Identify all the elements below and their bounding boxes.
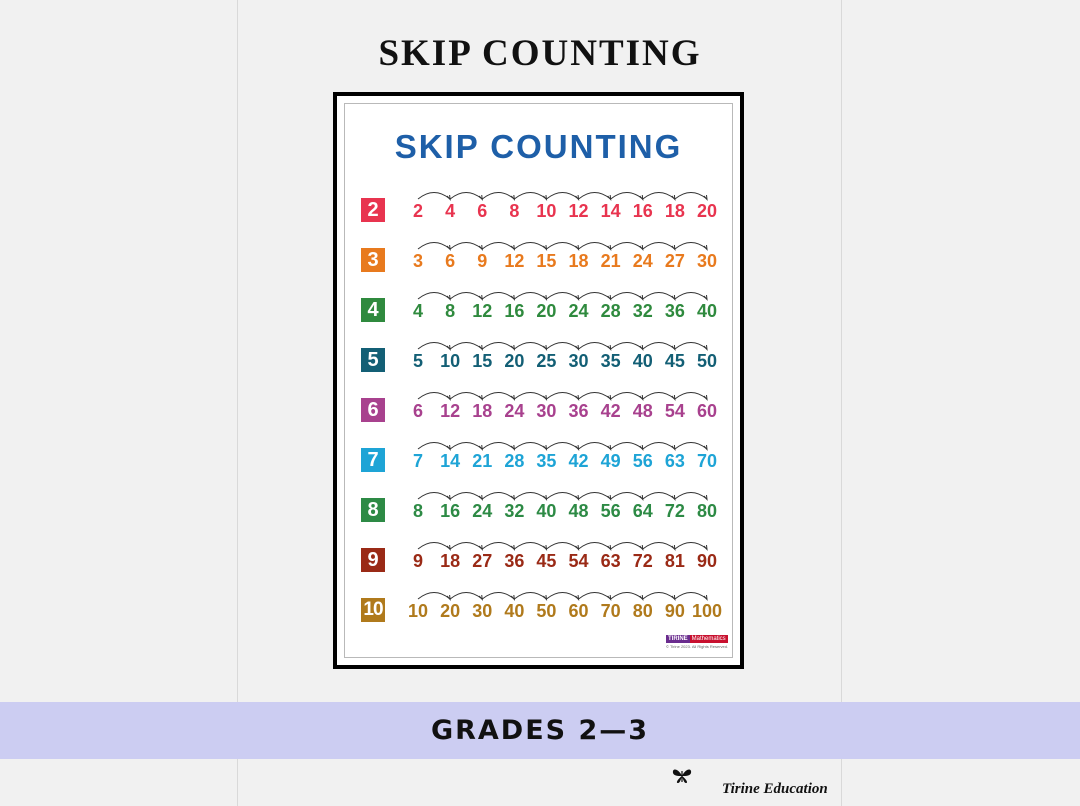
multiple-number: 32 <box>632 301 653 321</box>
jump-arc <box>643 493 675 500</box>
jump-arc <box>546 343 578 350</box>
jump-arrowhead <box>672 345 675 350</box>
factor-badge: 2 <box>361 198 385 222</box>
jump-arrowhead <box>511 495 514 500</box>
jump-arc <box>643 243 675 250</box>
jump-arc <box>514 343 546 350</box>
jump-arc <box>450 193 482 200</box>
jump-arc <box>514 543 546 550</box>
factor-badge: 6 <box>361 398 385 422</box>
jump-arrowhead <box>704 595 707 600</box>
jump-arc <box>482 443 514 450</box>
multiple-number: 49 <box>600 451 621 471</box>
factor-badge: 9 <box>361 548 385 572</box>
multiple-number: 18 <box>568 251 589 271</box>
multiple-number: 30 <box>536 401 557 421</box>
jump-arc <box>418 593 450 600</box>
jump-arrowhead <box>640 295 643 300</box>
jump-arrowhead <box>672 395 675 400</box>
jump-arc <box>482 393 514 400</box>
multiple-number: 63 <box>600 551 621 571</box>
poster-inner-frame <box>344 103 733 658</box>
multiple-number: 15 <box>536 251 557 271</box>
multiple-number: 12 <box>440 401 461 421</box>
multiple-number: 18 <box>472 401 493 421</box>
jump-arc <box>546 543 578 550</box>
jump-arc <box>450 593 482 600</box>
multiple-number: 30 <box>568 351 589 371</box>
jump-arc <box>579 443 611 450</box>
jump-arrowhead <box>640 345 643 350</box>
jump-arrowhead <box>576 395 579 400</box>
multiple-number: 42 <box>568 451 589 471</box>
jump-arrowhead <box>608 295 611 300</box>
jump-arrowhead <box>608 595 611 600</box>
jump-arc <box>450 393 482 400</box>
skip-row-2 <box>361 184 741 224</box>
multiple-number: 90 <box>696 551 718 571</box>
multiple-number: 36 <box>568 401 589 421</box>
jump-arc <box>546 493 578 500</box>
multiple-number: 28 <box>600 301 621 321</box>
jump-arrowhead <box>576 245 579 250</box>
jump-arrowhead <box>447 195 450 200</box>
multiple-number: 10 <box>440 351 461 371</box>
jump-arc <box>482 193 514 200</box>
jump-arc <box>514 493 546 500</box>
multiple-number: 20 <box>440 601 461 621</box>
butterfly-icon <box>672 767 692 785</box>
multiple-number: 20 <box>504 351 525 371</box>
jump-arrowhead <box>672 195 675 200</box>
multiple-number: 36 <box>664 301 685 321</box>
multiple-number: 20 <box>536 301 557 321</box>
multiple-number: 42 <box>600 401 621 421</box>
jump-arrowhead <box>511 395 514 400</box>
multiple-number: 60 <box>568 601 589 621</box>
jump-arrowhead <box>479 445 482 450</box>
multiple-number: 50 <box>536 601 557 621</box>
jump-arrowhead <box>608 545 611 550</box>
jump-arrowhead <box>543 395 546 400</box>
multiple-number: 28 <box>504 451 525 471</box>
jump-arc <box>579 543 611 550</box>
multiple-number: 36 <box>504 551 525 571</box>
jump-arrowhead <box>447 245 450 250</box>
poster-brand <box>666 635 729 649</box>
right-guide-line <box>841 0 842 806</box>
multiple-number: 6 <box>477 201 488 221</box>
multiple-number: 24 <box>472 501 493 521</box>
multiple-number: 64 <box>632 501 653 521</box>
jump-arc <box>611 193 643 200</box>
multiple-number: 72 <box>632 551 653 571</box>
multiple-number: 24 <box>568 301 589 321</box>
jump-arc <box>611 343 643 350</box>
jump-arrowhead <box>479 195 482 200</box>
jump-arc <box>611 443 643 450</box>
multiple-number: 2 <box>412 201 424 221</box>
jump-arrowhead <box>704 195 707 200</box>
jump-arc <box>675 543 707 550</box>
jump-arc <box>643 193 675 200</box>
jump-arc <box>675 293 707 300</box>
jump-arc <box>418 243 450 250</box>
jump-arrowhead <box>543 445 546 450</box>
jump-arc <box>514 243 546 250</box>
multiple-number: 72 <box>664 501 685 521</box>
jump-arrowhead <box>543 595 546 600</box>
jump-arrowhead <box>576 345 579 350</box>
multiple-number: 16 <box>632 201 653 221</box>
brand-copyright: © Tirine 2023. All Rights Reserved. <box>666 644 729 649</box>
jump-arc <box>675 393 707 400</box>
jump-arrowhead <box>543 245 546 250</box>
multiple-number: 60 <box>696 401 718 421</box>
multiple-number: 45 <box>664 351 685 371</box>
multiple-number: 48 <box>632 401 653 421</box>
jump-arc <box>546 443 578 450</box>
multiple-number: 27 <box>664 251 685 271</box>
jump-arrowhead <box>576 445 579 450</box>
jump-arrowhead <box>543 295 546 300</box>
jump-arrowhead <box>608 495 611 500</box>
jump-arrowhead <box>511 345 514 350</box>
jump-arrowhead <box>479 545 482 550</box>
jump-arc <box>482 243 514 250</box>
jump-arc <box>450 543 482 550</box>
jump-arc <box>579 343 611 350</box>
jump-arrowhead <box>704 445 707 450</box>
jump-arc <box>675 593 707 600</box>
skip-row-8 <box>361 484 741 524</box>
multiple-number: 40 <box>696 301 718 321</box>
multiple-number: 56 <box>600 501 621 521</box>
multiple-number: 54 <box>568 551 589 571</box>
multiple-number: 56 <box>632 451 653 471</box>
jump-arc <box>611 243 643 250</box>
jump-arc <box>482 543 514 550</box>
jump-arc <box>482 493 514 500</box>
factor-badge: 8 <box>361 498 385 522</box>
factor-badge: 4 <box>361 298 385 322</box>
jump-arrowhead <box>608 345 611 350</box>
jump-arc <box>514 393 546 400</box>
jump-arrowhead <box>447 295 450 300</box>
brand-name: TIRINE <box>668 636 688 642</box>
multiple-number: 70 <box>696 451 718 471</box>
left-guide-line <box>237 0 238 806</box>
jump-arc <box>643 343 675 350</box>
jump-arrowhead <box>479 295 482 300</box>
jump-arc <box>546 293 578 300</box>
jump-arc <box>579 243 611 250</box>
jump-arc <box>611 293 643 300</box>
jump-arrowhead <box>479 395 482 400</box>
jump-arrowhead <box>672 545 675 550</box>
jump-arc <box>450 243 482 250</box>
jump-arc <box>643 543 675 550</box>
skip-row-10 <box>361 584 741 624</box>
jump-arrowhead <box>640 245 643 250</box>
multiple-number: 14 <box>440 451 461 471</box>
multiple-number: 21 <box>472 451 493 471</box>
jump-arrowhead <box>576 545 579 550</box>
jump-arrowhead <box>640 395 643 400</box>
skip-row-7 <box>361 434 741 474</box>
jump-arc <box>514 443 546 450</box>
factor-badge: 5 <box>361 348 385 372</box>
jump-arc <box>611 543 643 550</box>
multiple-number: 35 <box>536 451 557 471</box>
jump-arc <box>643 293 675 300</box>
jump-arrowhead <box>543 545 546 550</box>
multiple-number: 90 <box>664 601 685 621</box>
jump-arc <box>450 343 482 350</box>
jump-arc <box>418 343 450 350</box>
jump-arrowhead <box>543 495 546 500</box>
jump-arc <box>579 593 611 600</box>
jump-arc <box>643 393 675 400</box>
jump-arc <box>450 493 482 500</box>
multiple-number: 15 <box>472 351 493 371</box>
jump-arrowhead <box>447 545 450 550</box>
jump-arrowhead <box>704 545 707 550</box>
multiple-number: 80 <box>632 601 653 621</box>
jump-arc <box>418 493 450 500</box>
jump-arrowhead <box>640 445 643 450</box>
jump-arc <box>675 343 707 350</box>
jump-arrowhead <box>576 195 579 200</box>
jump-arrowhead <box>511 545 514 550</box>
multiple-number: 30 <box>696 251 718 271</box>
multiple-number: 14 <box>600 201 621 221</box>
jump-arrowhead <box>543 195 546 200</box>
factor-badge: 7 <box>361 448 385 472</box>
jump-arrowhead <box>447 345 450 350</box>
jump-arrowhead <box>608 395 611 400</box>
page-title: SKIP COUNTING <box>378 33 702 74</box>
skip-counting-poster <box>333 92 744 669</box>
jump-arc <box>514 593 546 600</box>
jump-arrowhead <box>608 245 611 250</box>
multiple-number: 20 <box>696 201 718 221</box>
multiple-number: 54 <box>664 401 685 421</box>
jump-arc <box>418 393 450 400</box>
multiple-number: 16 <box>504 301 525 321</box>
multiple-number: 24 <box>504 401 525 421</box>
grade-label: GRADES 2—3 <box>430 715 650 746</box>
jump-arrowhead <box>640 195 643 200</box>
jump-arrowhead <box>511 295 514 300</box>
jump-arrowhead <box>704 345 707 350</box>
multiple-number: 40 <box>536 501 557 521</box>
jump-arc <box>546 393 578 400</box>
brand-subject: Mathematics <box>691 636 726 642</box>
multiple-number: 80 <box>696 501 718 521</box>
multiple-number: 25 <box>536 351 557 371</box>
jump-arc <box>675 243 707 250</box>
multiple-number: 6 <box>445 251 456 271</box>
jump-arrowhead <box>479 595 482 600</box>
jump-arc <box>611 593 643 600</box>
multiple-number: 21 <box>600 251 621 271</box>
multiple-number: 16 <box>440 501 461 521</box>
jump-arrowhead <box>640 595 643 600</box>
jump-arrowhead <box>704 295 707 300</box>
multiple-number: 32 <box>504 501 525 521</box>
jump-arrowhead <box>672 295 675 300</box>
multiple-number: 27 <box>472 551 493 571</box>
jump-arrowhead <box>672 245 675 250</box>
skip-row-9 <box>361 534 741 574</box>
factor-badge: 10 <box>361 598 385 622</box>
jump-arrowhead <box>576 495 579 500</box>
factor-badge: 3 <box>361 248 385 272</box>
multiple-number: 4 <box>445 201 456 221</box>
multiple-number: 8 <box>412 501 424 521</box>
multiple-number: 12 <box>504 251 525 271</box>
jump-arc <box>450 443 482 450</box>
jump-arc <box>418 443 450 450</box>
multiple-number: 12 <box>568 201 589 221</box>
poster-title: SKIP COUNTING <box>394 128 683 165</box>
jump-arc <box>482 343 514 350</box>
multiple-number: 9 <box>477 251 488 271</box>
jump-arrowhead <box>479 345 482 350</box>
multiple-number: 40 <box>632 351 653 371</box>
jump-arc <box>611 393 643 400</box>
jump-arrowhead <box>511 445 514 450</box>
multiple-number: 4 <box>412 301 424 321</box>
jump-arc <box>579 293 611 300</box>
multiple-number: 7 <box>412 451 424 471</box>
jump-arc <box>482 293 514 300</box>
multiple-number: 35 <box>600 351 621 371</box>
jump-arrowhead <box>576 295 579 300</box>
jump-arc <box>579 493 611 500</box>
footer-brand: Tirine Education <box>722 781 828 797</box>
multiple-number: 81 <box>664 551 685 571</box>
multiple-number: 12 <box>472 301 493 321</box>
multiple-number: 9 <box>412 551 424 571</box>
multiple-number: 63 <box>664 451 685 471</box>
jump-arc <box>675 443 707 450</box>
jump-arc <box>675 493 707 500</box>
jump-arrowhead <box>576 595 579 600</box>
multiple-number: 48 <box>568 501 589 521</box>
multiple-number: 50 <box>696 351 718 371</box>
skip-row-3 <box>361 234 741 274</box>
multiple-number: 30 <box>472 601 493 621</box>
multiple-number: 10 <box>407 601 429 621</box>
multiple-number: 6 <box>412 401 424 421</box>
jump-arc <box>514 193 546 200</box>
jump-arrowhead <box>672 495 675 500</box>
jump-arrowhead <box>511 195 514 200</box>
jump-arrowhead <box>672 445 675 450</box>
multiple-number: 18 <box>440 551 461 571</box>
jump-arc <box>611 493 643 500</box>
multiple-number: 70 <box>600 601 621 621</box>
jump-arc <box>514 293 546 300</box>
jump-arrowhead <box>511 245 514 250</box>
grade-band <box>0 702 1080 759</box>
jump-arrowhead <box>479 495 482 500</box>
jump-arrowhead <box>704 245 707 250</box>
jump-arrowhead <box>672 595 675 600</box>
jump-arc <box>418 193 450 200</box>
jump-arrowhead <box>704 495 707 500</box>
jump-arrowhead <box>479 245 482 250</box>
skip-row-6 <box>361 384 741 424</box>
jump-arrowhead <box>447 445 450 450</box>
jump-arrowhead <box>640 495 643 500</box>
jump-arc <box>579 193 611 200</box>
jump-arrowhead <box>608 445 611 450</box>
multiple-number: 8 <box>509 201 520 221</box>
jump-arc <box>546 593 578 600</box>
jump-arrowhead <box>608 195 611 200</box>
multiple-number: 8 <box>445 301 456 321</box>
skip-row-4 <box>361 284 741 324</box>
jump-arc <box>546 243 578 250</box>
multiple-number: 45 <box>536 551 557 571</box>
jump-arc <box>579 393 611 400</box>
jump-arrowhead <box>640 545 643 550</box>
jump-arc <box>450 293 482 300</box>
multiple-number: 24 <box>632 251 653 271</box>
multiple-number: 100 <box>691 601 723 621</box>
jump-arc <box>418 543 450 550</box>
jump-arrowhead <box>447 495 450 500</box>
skip-row-5 <box>361 334 741 374</box>
jump-arrowhead <box>543 345 546 350</box>
multiple-number: 10 <box>536 201 557 221</box>
multiple-number: 5 <box>412 351 424 371</box>
jump-arrowhead <box>511 595 514 600</box>
jump-arrowhead <box>704 395 707 400</box>
multiple-number: 3 <box>412 251 424 271</box>
jump-arc <box>482 593 514 600</box>
jump-arc <box>643 593 675 600</box>
multiple-number: 40 <box>504 601 525 621</box>
jump-arc <box>643 443 675 450</box>
jump-arc <box>418 293 450 300</box>
jump-arc <box>675 193 707 200</box>
jump-arrowhead <box>447 595 450 600</box>
jump-arc <box>546 193 578 200</box>
jump-arrowhead <box>447 395 450 400</box>
multiple-number: 18 <box>664 201 685 221</box>
